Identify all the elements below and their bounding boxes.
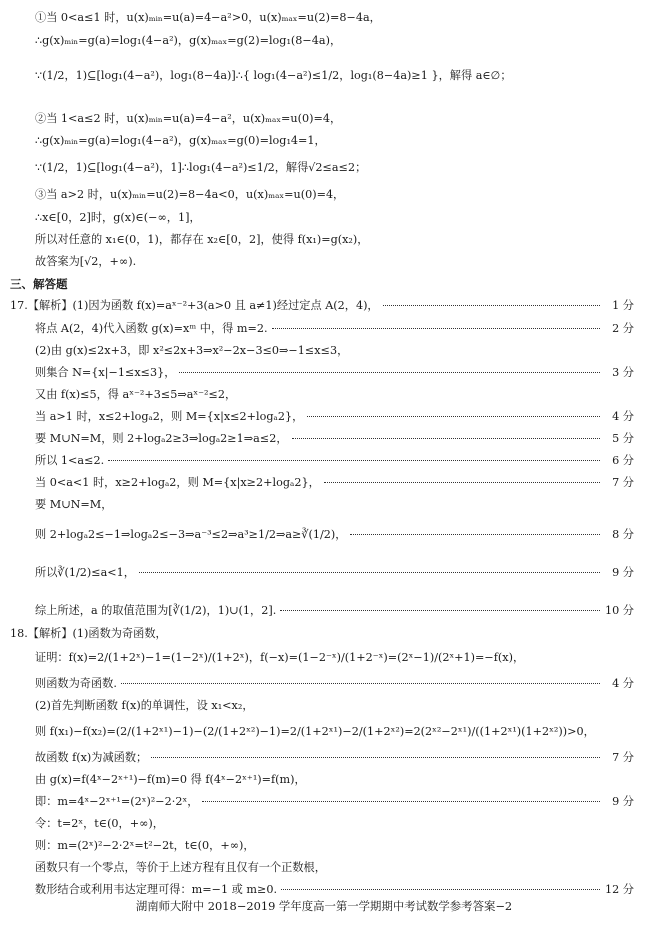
score-label: 8 分 — [612, 528, 634, 541]
solution-line — [35, 772, 634, 788]
score-label: 5 分 — [612, 432, 634, 445]
solution-line — [35, 343, 634, 359]
solution-text: 当 0<a<1 时，x≥2+logₐ2，则 M={x|x≥2+logₐ2}， — [35, 476, 320, 489]
solution-line — [35, 565, 634, 581]
solution-text: 当 a>1 时，x≤2+logₐ2，则 M={x|x≤2+logₐ2}， — [35, 410, 304, 423]
leader-dots — [292, 438, 600, 439]
solution-line — [35, 794, 634, 810]
leader-dots — [350, 534, 600, 535]
score-label: 9 分 — [612, 795, 634, 808]
score-label: 2 分 — [612, 322, 634, 335]
solution-line — [10, 298, 634, 314]
solution-line — [35, 387, 634, 403]
solution-text: 则 2+logₐ2≤−1⇒logₐ2≤−3⇒a⁻³≤2⇒a³≥1/2⇒a≥∛(1/2)， — [35, 528, 347, 541]
solution-line — [10, 626, 634, 642]
score-label: 3 分 — [612, 366, 634, 379]
solution-line — [35, 68, 634, 84]
leader-dots — [179, 372, 600, 373]
leader-dots — [280, 610, 600, 611]
solution-line — [35, 187, 634, 203]
section-heading — [10, 276, 634, 292]
score-label: 9 分 — [612, 566, 634, 579]
solution-line — [35, 816, 634, 832]
solution-line — [35, 603, 634, 619]
solution-text: ①当 0<a≤1 时，u(x)ₘᵢₙ=u(a)=4−a²>0，u(x)ₘₐₓ=u(2)=8−4a， — [35, 11, 381, 24]
solution-text: ∵(1/2，1)⊆[log₁(4−a²)，1]∴log₁(4−a²)≤1/2，解得√2≤a≤2； — [35, 161, 367, 174]
leader-dots — [108, 460, 600, 461]
solution-line — [35, 210, 634, 226]
solution-text: 则集合 N={x|−1≤x≤3}， — [35, 366, 176, 379]
solution-line — [35, 365, 634, 381]
solution-text: 即：m=4ˣ−2ˣ⁺¹=(2ˣ)²−2·2ˣ， — [35, 795, 199, 808]
score-label: 7 分 — [612, 751, 634, 764]
solution-text: 所以 1<a≤2. — [35, 454, 105, 467]
solution-text: 要 M∪N=M，则 2+logₐ2≥3⇒logₐ2≥1⇒a≤2， — [35, 432, 288, 445]
solution-text: ∴g(x)ₘᵢₙ=g(a)=log₁(4−a²)，g(x)ₘₐₓ=g(2)=log₁(8−4a)， — [35, 34, 342, 47]
solution-text: 则函数为奇函数. — [35, 677, 117, 690]
solution-line — [35, 838, 634, 854]
score-label: 10 分 — [605, 604, 634, 617]
solution-text: 函数只有一个零点，等价于上述方程有且仅有一个正数根， — [35, 861, 326, 874]
solution-text: 由 g(x)=f(4ˣ−2ˣ⁺¹)−f(m)=0 得 f(4ˣ−2ˣ⁺¹)=f(m)， — [35, 773, 306, 786]
solution-line — [35, 33, 634, 49]
solution-text: ∵(1/2，1)⊆[log₁(4−a²)，log₁(8−4a)]∴{ log₁(4−a²)≤1/2，log₁(8−4a)≥1 }，解得 a∈∅； — [35, 69, 512, 82]
leader-dots — [307, 416, 600, 417]
score-label: 4 分 — [612, 410, 634, 423]
solution-text: 令：t=2ˣ，t∈(0，+∞)， — [35, 817, 164, 830]
leader-dots — [281, 889, 600, 890]
score-label: 7 分 — [612, 476, 634, 489]
solution-line — [35, 527, 634, 543]
page-footer: 湖南师大附中 2018−2019 学年度高一第一学期期中考试数学参考答案−2 — [135, 899, 513, 913]
solution-text: 所以对任意的 x₁∈(0，1)，都存在 x₂∈[0，2]，使得 f(x₁)=g(x₂)， — [35, 233, 369, 246]
solution-line — [35, 431, 634, 447]
score-label: 4 分 — [612, 677, 634, 690]
solution-text: 17.【解析】(1)因为函数 f(x)=aˣ⁻²+3(a>0 且 a≠1)经过定点 A(2，4)， — [10, 299, 379, 312]
score-label: 12 分 — [605, 883, 634, 896]
solution-line — [35, 254, 634, 270]
solution-text: ②当 1<a≤2 时，u(x)ₘᵢₙ=u(a)=4−a²，u(x)ₘₐₓ=u(0)=4， — [35, 112, 342, 125]
solution-line — [35, 724, 634, 740]
leader-dots — [272, 328, 600, 329]
solution-text: (2)由 g(x)≤2x+3，即 x²≤2x+3⇒x²−2x−3≤0⇒−1≤x≤3， — [35, 344, 349, 357]
solution-text: (2)首先判断函数 f(x)的单调性，设 x₁<x₂， — [35, 699, 254, 712]
solution-text: 将点 A(2，4)代入函数 g(x)=xᵐ 中，得 m=2. — [35, 322, 268, 335]
solution-line — [35, 111, 634, 127]
solution-line — [35, 882, 634, 898]
solution-text: 则 f(x₁)−f(x₂)=(2/(1+2ˣ¹)−1)−(2/(1+2ˣ²)−1)=2/(1+2ˣ¹)−2/(1+2ˣ²)=2(2ˣ²−2ˣ¹)/((1+2ˣ¹)(1+2ˣ²))>0， — [35, 725, 595, 738]
solution-text: ∴x∈[0，2]时，g(x)∈(−∞，1]， — [35, 211, 201, 224]
leader-dots — [121, 683, 600, 684]
leader-dots — [324, 482, 600, 483]
score-label: 1 分 — [612, 299, 634, 312]
solution-line — [35, 650, 634, 666]
solution-line — [35, 232, 634, 248]
solution-line — [35, 698, 634, 714]
solution-text: ∴g(x)ₘᵢₙ=g(a)=log₁(4−a²)，g(x)ₘₐₓ=g(0)=log₁4=1， — [35, 134, 326, 147]
leader-dots — [202, 801, 600, 802]
solution-line — [35, 676, 634, 692]
solution-line — [35, 10, 634, 26]
solution-text: 则：m=(2ˣ)²−2·2ˣ=t²−2t，t∈(0，+∞)， — [35, 839, 255, 852]
solution-text: 要 M∪N=M， — [35, 498, 113, 511]
solution-text: 所以∛(1/2)≤a<1， — [35, 566, 135, 579]
solution-line — [35, 160, 634, 176]
solution-text: 综上所述，a 的取值范围为[∛(1/2)，1)∪(1，2]. — [35, 604, 277, 617]
solution-line — [35, 409, 634, 425]
solution-text: 证明：f(x)=2/(1+2ˣ)−1=(1−2ˣ)/(1+2ˣ)，f(−x)=(1−2⁻ˣ)/(1+2⁻ˣ)=(2ˣ−1)/(2ˣ+1)=−f(x)， — [35, 651, 525, 664]
solution-text: 18.【解析】(1)函数为奇函数， — [10, 627, 167, 640]
solution-text: 故答案为[√2，+∞). — [35, 255, 137, 268]
solution-line — [35, 497, 634, 513]
leader-dots — [139, 572, 600, 573]
solution-text: 三、解答题 — [10, 277, 68, 291]
solution-text: 又由 f(x)≤5，得 aˣ⁻²+3≤5⇒aˣ⁻²≤2， — [35, 388, 237, 401]
solution-line — [35, 133, 634, 149]
solution-text: 故函数 f(x)为减函数； — [35, 751, 148, 764]
solution-line — [35, 750, 634, 766]
leader-dots — [151, 757, 600, 758]
solution-text: 数形结合或利用韦达定理可得：m=−1 或 m≥0. — [35, 883, 278, 896]
leader-dots — [383, 305, 600, 306]
solution-line — [35, 453, 634, 469]
solution-text: ③当 a>2 时，u(x)ₘᵢₙ=u(2)=8−4a<0，u(x)ₘₐₓ=u(0)=4， — [35, 188, 345, 201]
solution-line — [35, 475, 634, 491]
solution-line — [35, 321, 634, 337]
score-label: 6 分 — [612, 454, 634, 467]
solution-line — [35, 860, 634, 876]
